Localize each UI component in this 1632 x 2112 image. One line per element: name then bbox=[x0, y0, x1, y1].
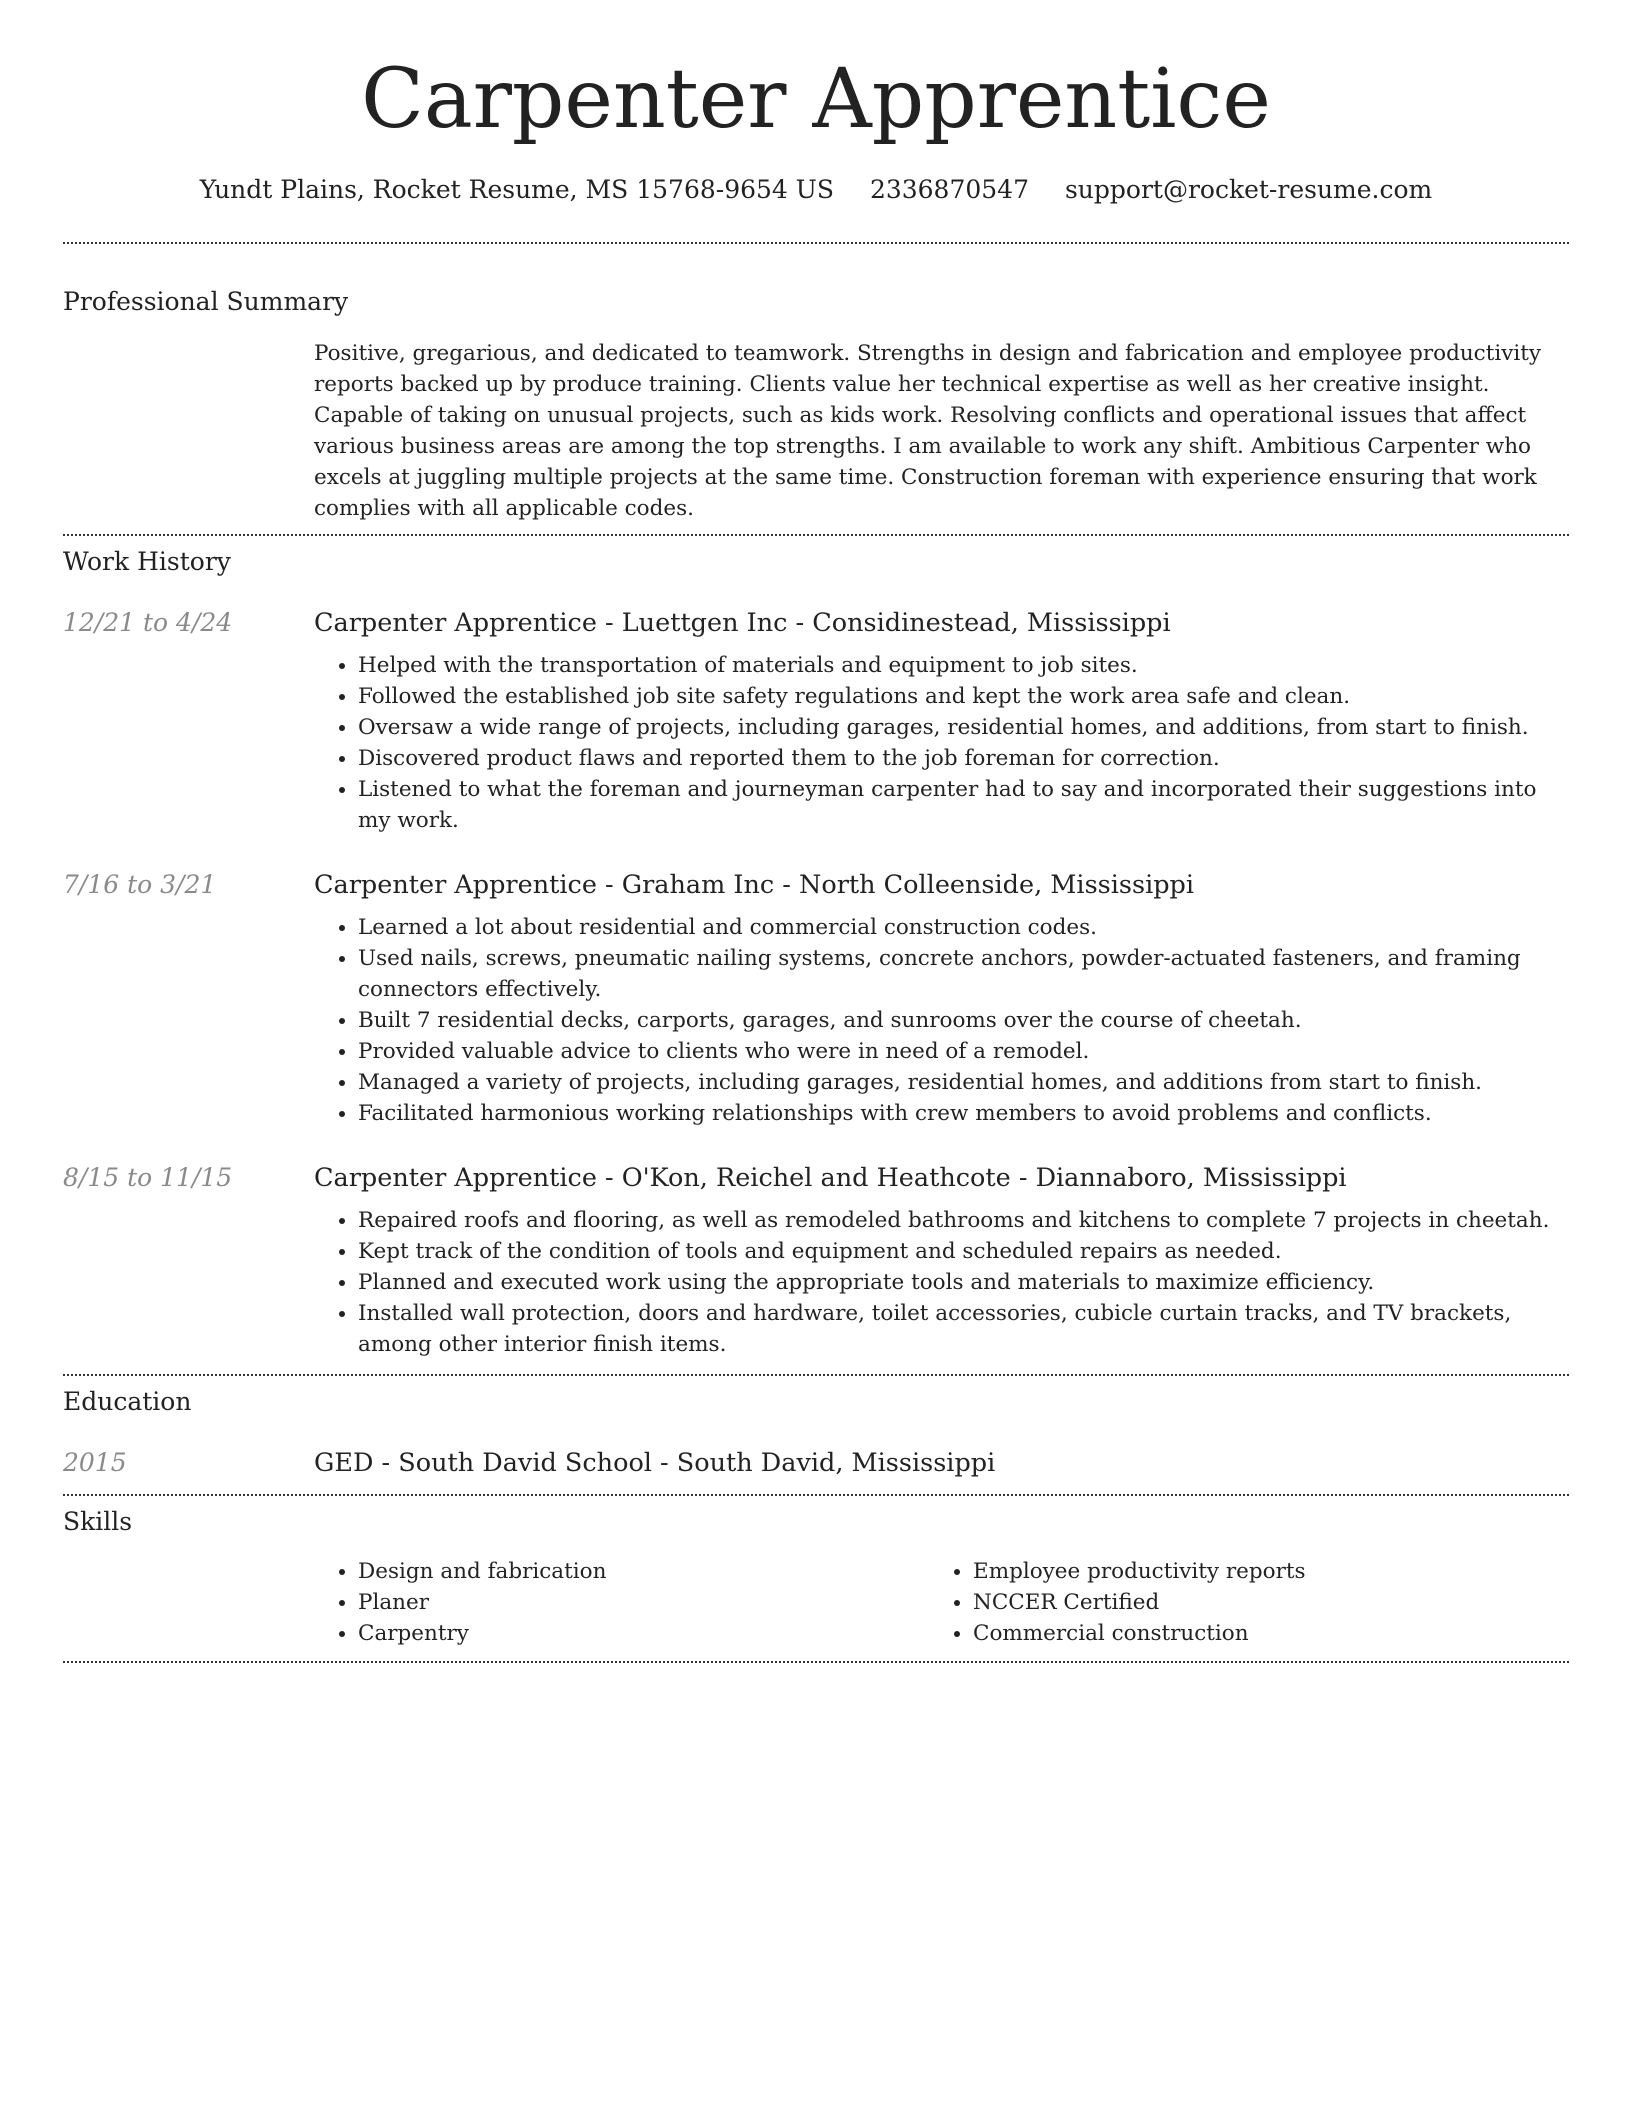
skill-item: • Planer bbox=[358, 1587, 929, 1618]
education-section bbox=[63, 1386, 1569, 1480]
work-history-title: Work History bbox=[63, 547, 231, 576]
contact-phone: 2336870547 bbox=[869, 175, 1029, 204]
job-heading: Carpenter Apprentice - Luettgen Inc - Considinestead, Mississippi bbox=[314, 608, 1171, 638]
skill-item: • Carpentry bbox=[358, 1618, 929, 1649]
job-entry bbox=[63, 606, 1569, 836]
skills-list-left bbox=[314, 1556, 929, 1649]
education-heading: GED - South David School - South David, Mississippi bbox=[314, 1448, 996, 1478]
section-divider bbox=[63, 534, 1569, 536]
skills-grid bbox=[314, 1556, 1569, 1649]
job-heading: Carpenter Apprentice - Graham Inc - North Colleenside, Mississippi bbox=[314, 870, 1195, 900]
job-entry bbox=[63, 868, 1569, 1129]
job-bullet: • Listened to what the foreman and journeyman carpenter had to say and incorporated their suggestions into my work. bbox=[358, 774, 1569, 836]
skill-item: • Design and fabrication bbox=[358, 1556, 929, 1587]
skill-item: • NCCER Certified bbox=[973, 1587, 1544, 1618]
section-divider bbox=[63, 242, 1569, 244]
job-dates: 7/16 to 3/21 bbox=[63, 870, 217, 899]
education-entry bbox=[63, 1446, 1569, 1480]
job-dates: 8/15 to 11/15 bbox=[63, 1163, 233, 1192]
section-divider bbox=[63, 1374, 1569, 1376]
job-bullet: • Used nails, screws, pneumatic nailing systems, concrete anchors, powder-actuated fasteners, and framing connectors effectively. bbox=[358, 943, 1569, 1005]
skill-item: • Employee productivity reports bbox=[973, 1556, 1544, 1587]
education-title: Education bbox=[63, 1387, 192, 1416]
summary-section bbox=[63, 286, 1569, 524]
job-bullet: • Oversaw a wide range of projects, including garages, residential homes, and additions, from start to finish. bbox=[358, 712, 1569, 743]
job-bullet: • Built 7 residential decks, carports, garages, and sunrooms over the course of cheetah. bbox=[358, 1005, 1569, 1036]
section-divider bbox=[63, 1661, 1569, 1663]
skills-section bbox=[63, 1506, 1569, 1649]
job-bullets bbox=[314, 912, 1569, 1129]
summary-title: Professional Summary bbox=[63, 287, 349, 316]
job-bullet: • Planned and executed work using the appropriate tools and materials to maximize efficiency. bbox=[358, 1267, 1569, 1298]
skill-item: • Commercial construction bbox=[973, 1618, 1544, 1649]
job-entry bbox=[63, 1161, 1569, 1374]
job-bullet: • Discovered product flaws and reported them to the job foreman for correction. bbox=[358, 743, 1569, 774]
work-history-section bbox=[63, 546, 1569, 1374]
skills-list-right bbox=[929, 1556, 1544, 1649]
contact-line bbox=[63, 174, 1569, 206]
job-bullet: • Installed wall protection, doors and hardware, toilet accessories, cubicle curtain tracks, and TV brackets, among other interior finish items. bbox=[358, 1298, 1569, 1360]
job-bullet: • Kept track of the condition of tools and equipment and scheduled repairs as needed. bbox=[358, 1236, 1569, 1267]
job-heading: Carpenter Apprentice - O'Kon, Reichel and Heathcote - Diannaboro, Mississippi bbox=[314, 1163, 1347, 1193]
job-bullet: • Helped with the transportation of materials and equipment to job sites. bbox=[358, 650, 1569, 681]
resume-name: Carpenter Apprentice bbox=[361, 52, 1271, 147]
skills-title: Skills bbox=[63, 1507, 133, 1536]
job-bullets bbox=[314, 1205, 1569, 1360]
job-bullet: • Managed a variety of projects, including garages, residential homes, and additions from start to finish. bbox=[358, 1067, 1569, 1098]
job-bullet: • Repaired roofs and flooring, as well as remodeled bathrooms and kitchens to complete 7 projects in cheetah. bbox=[358, 1205, 1569, 1236]
job-dates: 12/21 to 4/24 bbox=[63, 608, 233, 637]
contact-address: Yundt Plains, Rocket Resume, MS 15768-9654 US bbox=[199, 175, 834, 204]
job-bullet: • Facilitated harmonious working relationships with crew members to avoid problems and conflicts. bbox=[358, 1098, 1569, 1129]
job-bullet: • Provided valuable advice to clients who were in need of a remodel. bbox=[358, 1036, 1569, 1067]
job-bullet: • Followed the established job site safety regulations and kept the work area safe and clean. bbox=[358, 681, 1569, 712]
job-bullets bbox=[314, 650, 1569, 836]
job-bullet: • Learned a lot about residential and commercial construction codes. bbox=[358, 912, 1569, 943]
section-divider bbox=[63, 1494, 1569, 1496]
education-date: 2015 bbox=[63, 1448, 127, 1477]
summary-text: Positive, gregarious, and dedicated to teamwork. Strengths in design and fabrication and employee productivity reports backed up by produce training. Clients value her technical expertise as well as her creative insight. Capable of taking on unusual projects, such as kids work. Resolving conflicts and operational issues that affect various business areas are among the top strengths. I am available to work any shift. Ambitious Carpenter who excels at juggling multiple projects at the same time. Construction foreman with experience ensuring that work complies with all applicable codes. bbox=[314, 341, 1542, 521]
contact-email[interactable]: support@rocket-resume.com bbox=[1064, 175, 1433, 204]
